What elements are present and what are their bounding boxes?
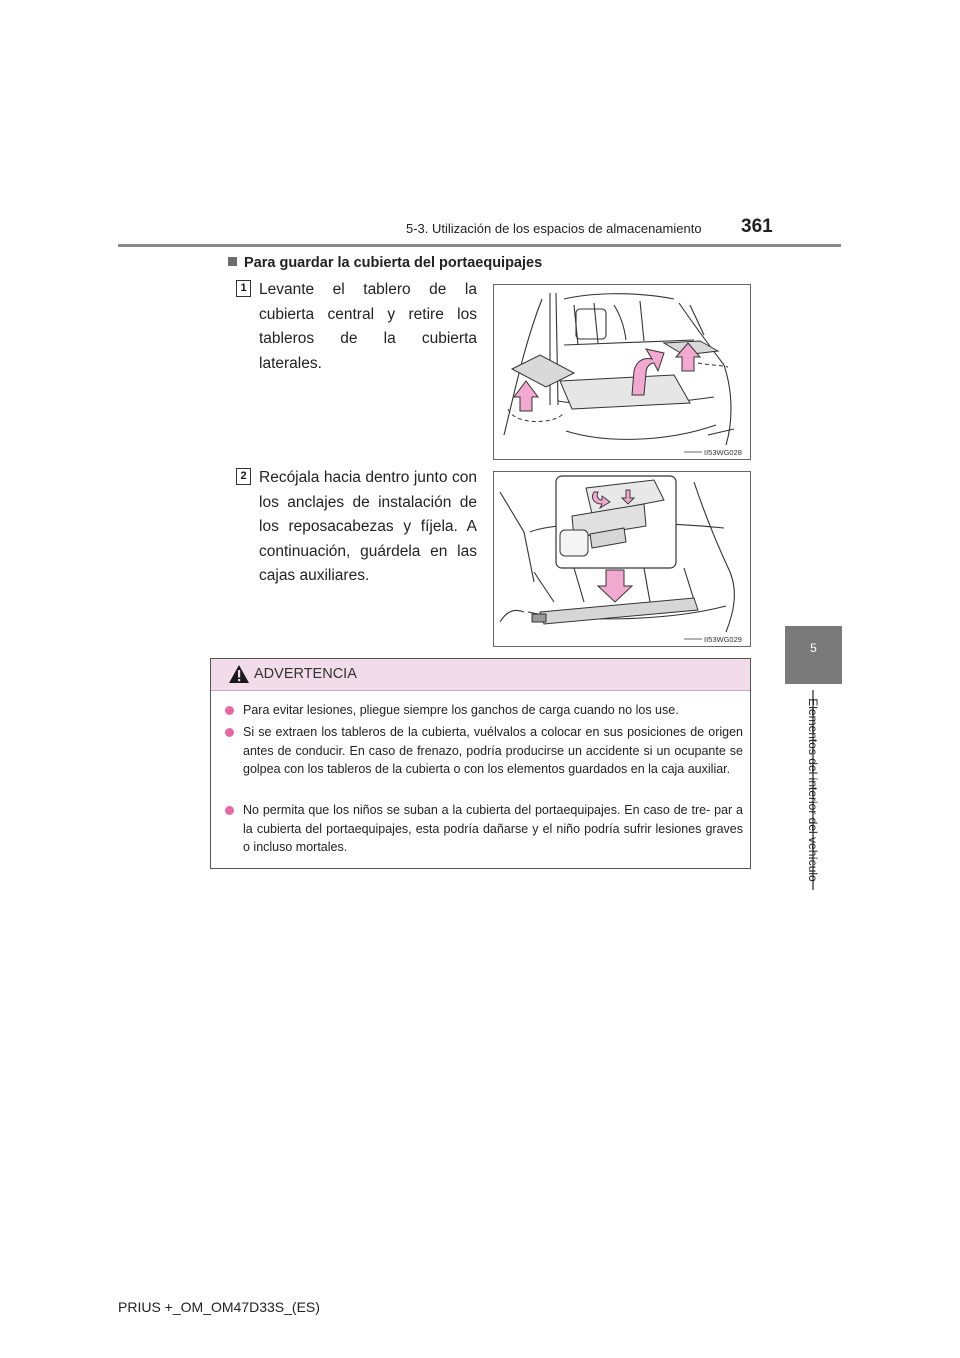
chapter-tab-number: 5 [810, 641, 817, 655]
warning-triangle-icon [228, 664, 250, 684]
step-1-badge: 1 [236, 280, 251, 297]
warning-item: Para evitar lesiones, pliegue siempre los ganchos de carga cuando no los use. [225, 701, 743, 720]
warning-box [210, 658, 751, 869]
warning-item: Si se extraen los tableros de la cubierta, vuélvalos a colocar en sus posiciones de origen antes de conducir. En caso de frenazo, podría producirse un accidente si un ocupante se golpea con los tableros de la cubierta o con los elementos guardados en la caja auxiliar. [225, 723, 743, 779]
section-heading: Para guardar la cubierta del portaequipajes [228, 255, 542, 271]
manual-code-footer: PRIUS +_OM_OM47D33S_(ES) [118, 1299, 320, 1315]
page-number: 361 [741, 216, 773, 237]
figure-1-code: II53WG028 [704, 448, 742, 457]
chapter-side-label [800, 690, 826, 890]
warning-header [211, 659, 750, 691]
figure-step-1 [493, 284, 751, 460]
chapter-tab [785, 626, 842, 684]
warning-item: No permita que los niños se suban a la cubierta del portaequipajes. En caso de tre- par a la cubierta del portaequipajes, esta podría dañarse y el niño podría sufrir lesiones graves o incluso mortales. [225, 801, 743, 857]
cover-storage-illustration [494, 472, 750, 646]
bullet-dot-icon [225, 728, 234, 737]
bullet-dot-icon [225, 706, 234, 715]
bullet-dot-icon [225, 806, 234, 815]
running-header-section-title: 5-3. Utilización de los espacios de almacenamiento [406, 221, 702, 236]
figure-2-code: II53WG029 [704, 635, 742, 644]
figure-step-2 [493, 471, 751, 647]
square-bullet-icon [228, 257, 237, 266]
header-rule [118, 244, 841, 247]
warning-title: ADVERTENCIA [254, 666, 357, 682]
step-2-text: Recójala hacia dentro junto con los anclajes de instalación de los reposacabezas y fíjela. A continuación, guárdela en las cajas auxiliares. [259, 469, 477, 584]
step-1-text: Levante el tablero de la cubierta central y retire los tableros de la cubierta laterales. [259, 281, 477, 372]
cargo-area-illustration [494, 285, 750, 459]
step-2-badge: 2 [236, 468, 251, 485]
chapter-title: Elementos del interior del vehículo [806, 698, 820, 882]
